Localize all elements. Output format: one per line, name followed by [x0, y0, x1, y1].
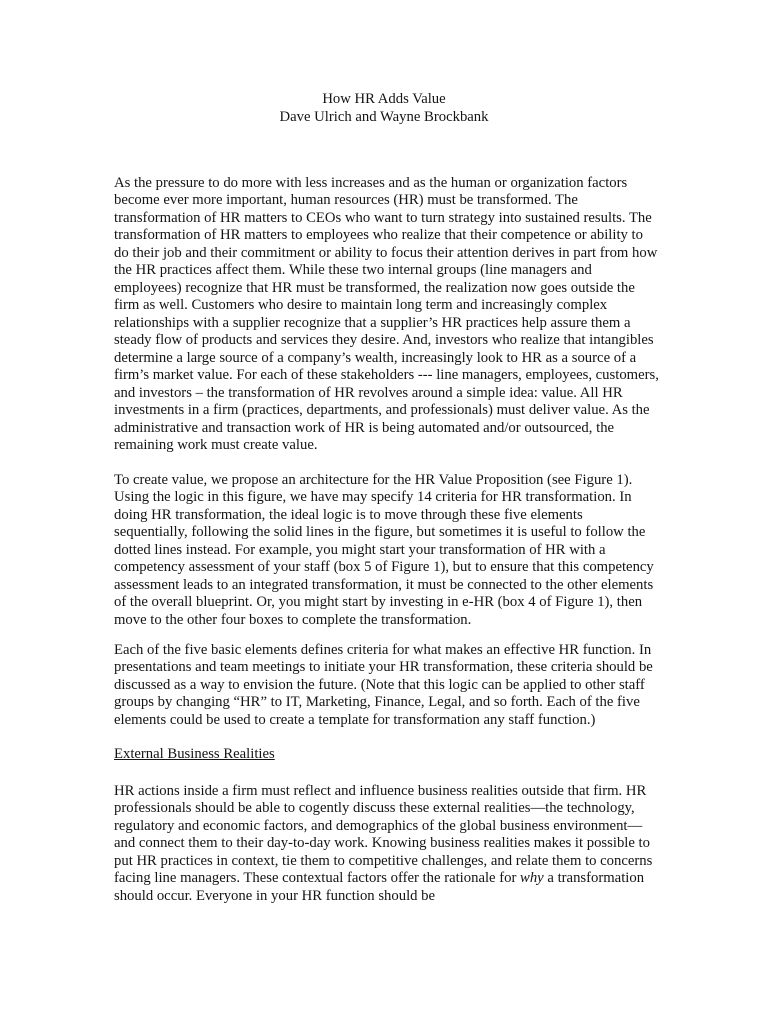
document-authors: Dave Ulrich and Wayne Brockbank — [279, 109, 489, 125]
title-block — [0, 90, 768, 126]
section-paragraph-text-2: a transformation should occur. Everyone in your HR function should be — [114, 870, 645, 904]
document-title: How HR Adds Value — [322, 91, 446, 107]
section-paragraph — [114, 783, 659, 906]
section-paragraph-text-1: HR actions inside a firm must reflect and influence business realities outside that firm. HR professionals should be able to cogently discuss these external realities—the technology, regulatory and economic factors, and demographics of the global business environment—and connect them to their day-to-day work. Knowing business realities makes it possible to put HR practices in context, tie them to competitive challenges, and relate them to concerns facing line managers. These contextual factors offer the rationale for — [114, 782, 653, 887]
paragraph-1: As the pressure to do more with less increases and as the human or organization factors become ever more important, human resources (HR) must be transformed. The transformation of HR matters to CEOs who want to turn strategy into sustained results. The transformation of HR matters to employees who realize that their competence or ability to do their job and their commitment or ability to focus their attention derives in part from how the HR practices affect them. While these two internal groups (line managers and employees) recognize that HR must be transformed, the realization now goes outside the firm as well. Customers who desire to maintain long term and increasingly complex relationships with a supplier recognize that a supplier’s HR practices help assure them a steady flow of products and services they desire. And, investors who realize that intangibles determine a large source of a company’s wealth, increasingly look to HR as a source of a firm’s market value. For each of these stakeholders --- line managers, employees, customers, and investors – the transformation of HR revolves around a simple idea: value. All HR investments in a firm (practices, departments, and professionals) must deliver value. As the administrative and transaction work of HR is being automated and/or outsourced, the remaining work must create value. — [114, 174, 659, 454]
section-paragraph-italic: why — [520, 870, 544, 887]
paragraph-2: To create value, we propose an architecture for the HR Value Proposition (see Figure 1). Using the logic in this figure, we have may specify 14 criteria for HR transformation. In doing HR transformation, the ideal logic is to move through these five elements sequentially, following the solid lines in the figure, but sometimes it is useful to follow the dotted lines instead. For example, you might start your transformation of HR with a competency assessment of your staff (box 5 of Figure 1), but to ensure that this competency assessment leads to an integrated transformation, it must be connected to the other elements of the overall blueprint. Or, you might start by investing in e-HR (box 4 of Figure 1), then move to the other four boxes to complete the transformation. — [114, 471, 654, 628]
paragraph-3: Each of the five basic elements defines criteria for what makes an effective HR function. In presentations and team meetings to initiate your HR transformation, these criteria should be discussed as a way to envision the future. (Note that this logic can be applied to other staff groups by changing “HR” to IT, Marketing, Finance, Legal, and so forth. Each of the five elements could be used to create a template for transformation any staff function.) — [114, 641, 653, 728]
section-heading: External Business Realities — [114, 746, 275, 762]
